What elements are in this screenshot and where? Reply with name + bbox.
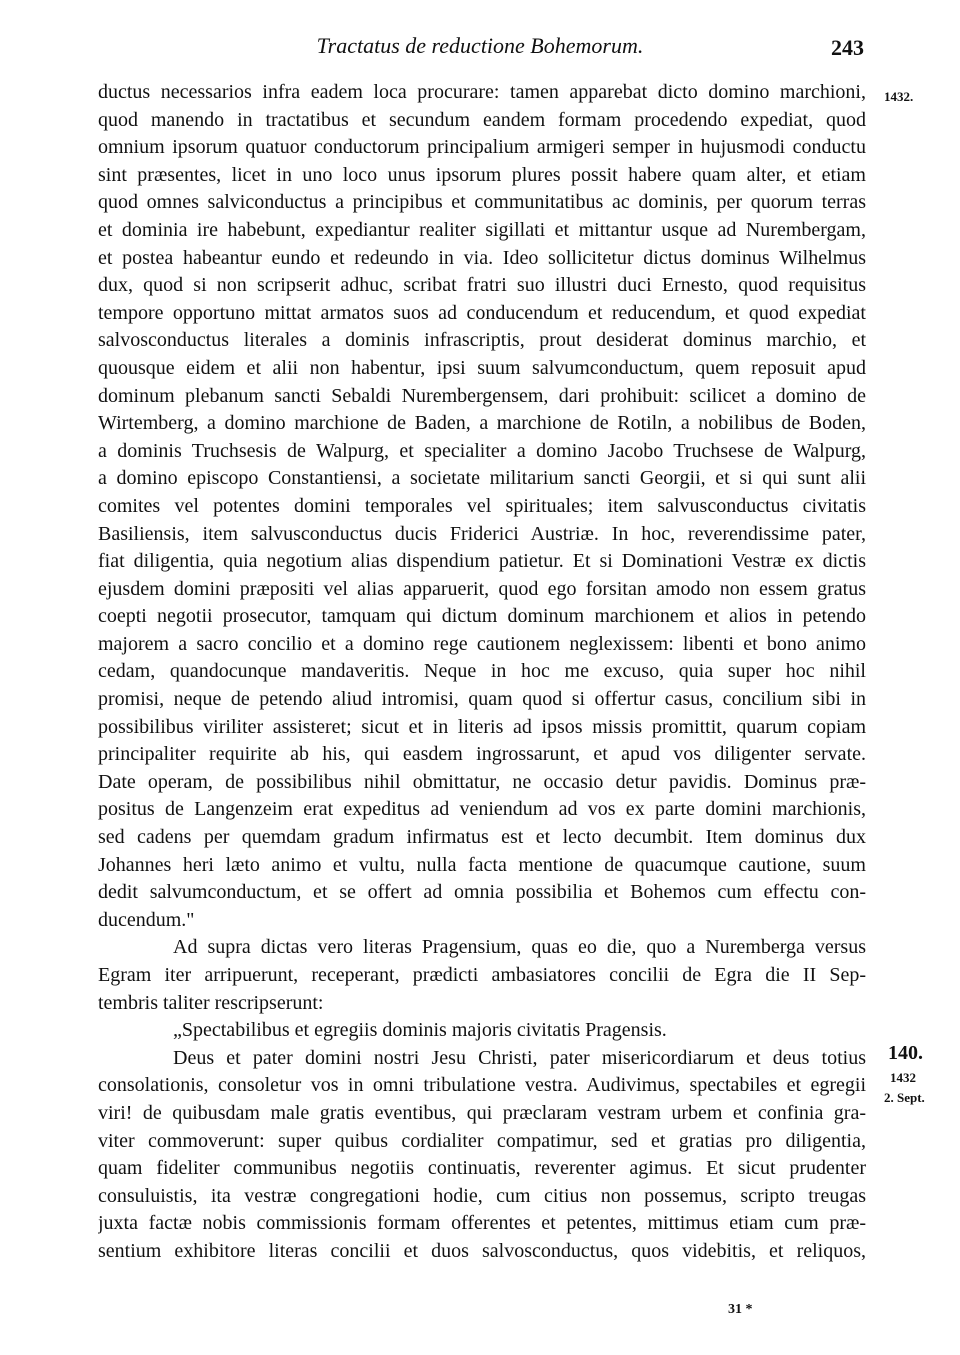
text-line: possibilibus viriliter assisteret; sicut et in literis ad ipsos missis promittit, quarum copiam bbox=[98, 715, 866, 738]
text-line: a dominis Truchsesis de Walpurg, et specialiter a domino Jacobo Truchsese de Walpurg, bbox=[98, 439, 866, 462]
text-line: positus de Langenzeim erat expeditus ad veniendum ad vos ex parte domini marchionis, bbox=[98, 798, 866, 821]
body-text bbox=[98, 79, 866, 1266]
text-line: et dominia ire habebunt, expediantur realiter sigillati et mittantur usque ad Nurembergam, bbox=[98, 218, 866, 241]
text-line: consuluistis, ita vestræ congregationi hodie, cum citius non possemus, scripto treugas bbox=[98, 1184, 866, 1207]
text-line: majorem a sacro concilio et a domino rege cautionem neglexissem: libenti et bono animo bbox=[98, 632, 866, 655]
text-line: et postea habeantur eundo et redeundo in via. Ideo sollicitetur dictus dominus Wilhelmus bbox=[98, 246, 866, 269]
text-line: quam fideliter communibus negotiis continuatis, reverenter agimus. Et sicut prudenter bbox=[98, 1157, 866, 1180]
text-line: ducendum." bbox=[98, 908, 195, 931]
text-line: ductus necessarios infra eadem loca procurare: tamen apparebat dicto domino marchioni, bbox=[98, 81, 866, 103]
text-line: coepti negotii prosecutor, tamquam qui dictum dominum marchionem et alios in petendo bbox=[98, 605, 866, 628]
text-line: consolationis, consoletur vos in omni tribulatione vestra. Audivimus, spectabiles et egregii bbox=[98, 1074, 866, 1097]
text-line: viri! de quibusdam male gratis eventibus, qui præclaram vestram urbem et confinia gra- bbox=[98, 1101, 866, 1124]
text-line: ejusdem domini præpositi vel alias apparuerit, quod ego forsitan amodo non essem gratus bbox=[98, 577, 866, 600]
text-line: salvosconductus literales a dominis infrascriptis, prout desiderat dominus marchio, et bbox=[98, 329, 866, 352]
text-line: promisi, neque de petendo aliud intromisi, quam quod si offertur casus, concilium sibi in bbox=[98, 688, 866, 711]
text-line: a domino episcopo Constantiensi, a societate militarium sancti Georgii, et si qui sunt alii bbox=[98, 467, 866, 490]
text-line: comites vel potentes domini temporales vel spirituales; item salvusconductus civitatis bbox=[98, 494, 866, 517]
text-line: dominum plebanum sancti Sebaldi Nurembergensem, dari prohibuit: scilicet a domino de bbox=[98, 384, 866, 407]
text-line: quod manendo in tractatibus et secundum eandem formam procedendo expediat, quod bbox=[98, 108, 866, 131]
margin-doc-date: 2. Sept. bbox=[884, 1090, 925, 1105]
signature-mark: 31 * bbox=[728, 1302, 753, 1317]
text-line: Date operam, de possibilibus nihil obmittatur, ne occasio detur pavidis. Dominus præ- bbox=[98, 770, 866, 793]
text-line: tempore opportuno mittat armatos suos ad conducendum et reducendum, et quod expediat bbox=[98, 301, 866, 324]
text-line: principaliter requirite ab his, qui easdem ingrossarunt, et apud vos diligenter servate. bbox=[98, 743, 866, 766]
text-line: tembris taliter rescripserunt: bbox=[98, 991, 324, 1014]
text-line: juxta factæ nobis commissionis formam offerentes et petentes, mittimus etiam cum præ- bbox=[98, 1212, 866, 1235]
text-line: Deus et pater domini nostri Jesu Christi, pater misericordiarum et deus totius bbox=[173, 1046, 866, 1069]
text-line: omnium ipsorum quatuor conductorum principalium armigeri semper in hujusmodi conductu bbox=[98, 136, 866, 159]
margin-doc-year: 1432 bbox=[890, 1070, 916, 1085]
text-line: Basiliensis, item salvusconductus ducis Friderici Austriæ. In hoc, reverendissime pater, bbox=[98, 522, 866, 545]
text-line: Johannes heri læto animo et vultu, nulla facta mentione de quacumque cautione, suum bbox=[98, 853, 866, 876]
running-title: Tractatus de reductione Bohemorum. bbox=[316, 33, 644, 58]
text-line: cedam, quandocunque mandaveritis. Neque in hoc me excuso, quia super hoc nihil bbox=[98, 660, 866, 683]
letter-salutation: „Spectabilibus et egregiis dominis majoris civitatis Pragensis. bbox=[173, 1019, 667, 1042]
margin-year-top: 1432. bbox=[884, 89, 914, 104]
text-line: sed cadens per quemdam gradum infirmatus est et lecto decumbit. Item dominus dux bbox=[98, 826, 866, 849]
text-line: Ad supra dictas vero literas Pragensium, quas eo die, quo a Nuremberga versus bbox=[173, 936, 866, 959]
text-line: dux, quod si non scripserit adhuc, scribat fratri suo illustri duci Ernesto, quod requisitus bbox=[98, 274, 866, 297]
text-line: Wirtemberg, a domino marchione de Baden, a marchione de Rotiln, a nobilibus de Boden, bbox=[98, 412, 866, 435]
text-line: quod omnes salviconductus a principibus et communitatibus ac dominis, per quorum terras bbox=[98, 191, 866, 214]
page-number: 243 bbox=[831, 35, 864, 60]
text-line: viter commoverunt: super quibus cordialiter compatimur, sed et gratias pro diligentia, bbox=[98, 1129, 866, 1152]
text-line: Egram iter arripuerunt, receperant, prædicti ambasiatores concilii de Egra die II Sep- bbox=[98, 964, 866, 986]
margin-doc-number: 140. bbox=[888, 1042, 923, 1064]
text-line: quousque eidem et alii non habentur, ipsi suum salvumconductum, quem reposuit apud bbox=[98, 356, 866, 379]
text-line: sint præsentes, licet in uno loco unus ipsorum plures possit habere quam alter, et etiam bbox=[98, 163, 866, 186]
text-line: fiat diligentia, quia negotium alias dispendium patietur. Et si Dominationi Vestræ ex dictis bbox=[98, 550, 866, 573]
text-line: sentium exhibitore literas concilii et duos salvosconductus, quos videbitis, et reliquos, bbox=[98, 1239, 866, 1262]
text-line: dedit salvumconductum, et se offert ad omnia possibilia et Bohemos cum effectu con- bbox=[98, 881, 866, 904]
